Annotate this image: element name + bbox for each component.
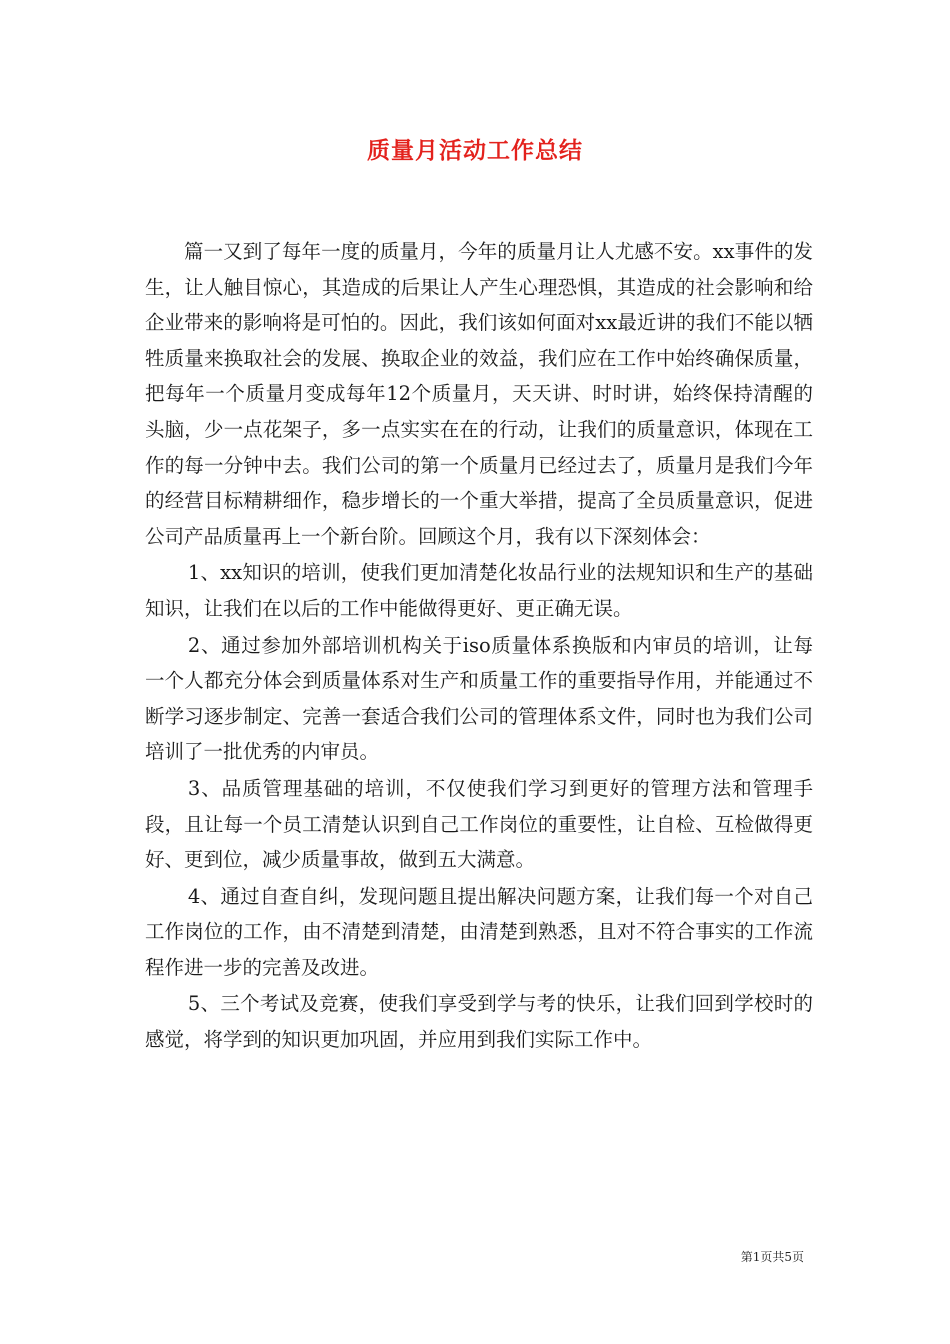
- document-title: 质量月活动工作总结: [367, 137, 583, 164]
- paragraph-item-2: 2、通过参加外部培训机构关于iso质量体系换版和内审员的培训，让每一个人都充分体会到质量体系对生产和质量工作的重要指导作用，并能通过不断学习逐步制定、完善一套适合我们公司的管理体系文件，同时也为我们公司培训了一批优秀的内审员。: [145, 633, 813, 764]
- paragraph-item-5: 5、三个考试及竞赛，使我们享受到学与考的快乐，让我们回到学校时的感觉，将学到的知识更加巩固，并应用到我们实际工作中。: [145, 992, 813, 1052]
- page-number: 第1页共5页: [740, 1250, 804, 1264]
- document-body: [145, 234, 813, 1058]
- paragraph-item-3: 3、品质管理基础的培训，不仅使我们学习到更好的管理方法和管理手段，且让每一个员工清楚认识到自己工作岗位的重要性，让自检、互检做得更好、更到位，减少质量事故，做到五大满意。: [145, 776, 813, 872]
- paragraph-intro: 篇一又到了每年一度的质量月，今年的质量月让人尤感不安。xx事件的发生，让人触目惊心，其造成的后果让人产生心理恐惧，其造成的社会影响和给企业带来的影响将是可怕的。因此，我们该如何面对xx最近讲的我们不能以牺牲质量来换取社会的发展、换取企业的效益，我们应在工作中始终确保质量，把每年一个质量月变成每年12个质量月，天天讲、时时讲，始终保持清醒的头脑，少一点花架子，多一点实实在在的行动，让我们的质量意识，体现在工作的每一分钟中去。我们公司的第一个质量月已经过去了，质量月是我们今年的经营目标精耕细作，稳步增长的一个重大举措，提高了全员质量意识，促进公司产品质量再上一个新台阶。回顾这个月，我有以下深刻体会：: [145, 240, 813, 548]
- paragraph-item-4: 4、通过自查自纠，发现问题且提出解决问题方案，让我们每一个对自己工作岗位的工作，由不清楚到清楚，由清楚到熟悉，且对不符合事实的工作流程作进一步的完善及改进。: [145, 884, 813, 979]
- paragraph-item-1: 1、xx知识的培训，使我们更加清楚化妆品行业的法规知识和生产的基础知识，让我们在以后的工作中能做得更好、更正确无误。: [145, 561, 813, 620]
